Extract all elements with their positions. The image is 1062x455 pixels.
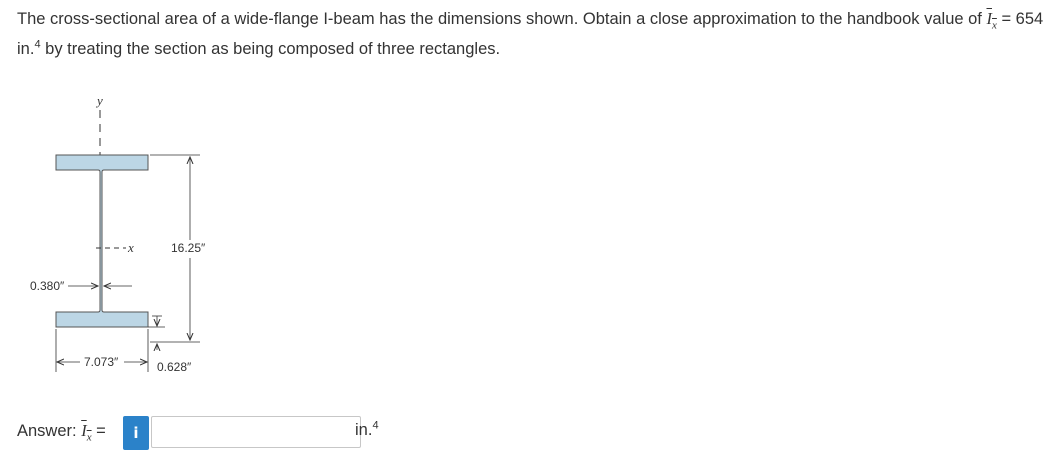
answer-label: Answer: $I_x$ = [17,421,106,444]
x-axis-label: x [128,240,134,255]
ix-symbol: $I_x$ [986,9,997,32]
question-part3: by treating the section as being composed of three rectangles. [40,40,501,59]
unit-label: in.$^4$ [355,419,379,439]
y-axis-label: y [97,93,103,108]
flange-thickness-label: 0.628″ [157,360,192,374]
info-icon[interactable]: i [123,416,149,450]
height-label: 16.25″ [171,241,206,255]
question-part2: = 654 in. [17,10,1044,59]
answer-input[interactable] [151,416,361,448]
web-thickness-label: 0.380″ [30,279,65,293]
flange-width-label: 7.073″ [84,355,119,369]
i-beam-section [56,155,148,327]
answer-ix-symbol: $I_x$ [81,421,92,444]
exponent: 4 [34,38,41,51]
question-part1: The cross-sectional area of a wide-flange I-beam has the dimensions shown. Obtain a close approximation to the handbook value of [17,10,987,28]
